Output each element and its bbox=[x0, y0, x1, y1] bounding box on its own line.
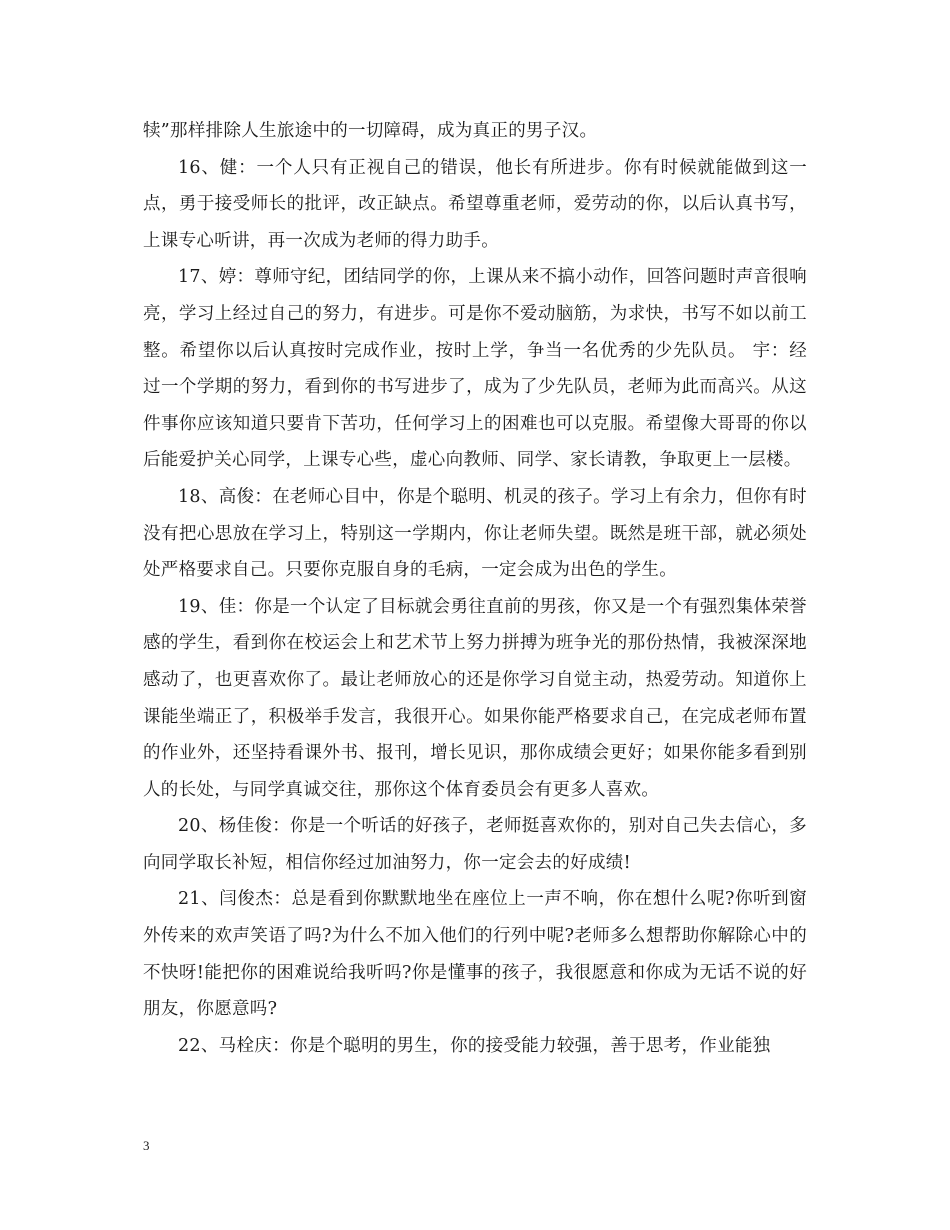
page-number: 3 bbox=[143, 1138, 150, 1153]
paragraph-comment-17: 17、婷：尊师守纪，团结同学的你，上课从来不搞小动作，回答问题时声音很响亮，学习上经过自己的努力，有进步。可是你不爱动脑筋，为求快，书写不如以前工整。希望你以后认真按时完成作业，按时上学，争当一名优秀的少先队员。 宇：经过一个学期的努力，看到你的书写进步了，成为了少先队员，老师为此而高兴。从这件事你应该知道只要肯下苦功，任何学习上的困难也可以克服。希望像大哥哥的你以后能爱护关心同学，上课专心些，虚心向教师、同学、家长请教，争取更上一层楼。 bbox=[143, 267, 807, 471]
paragraph-comment-20: 20、杨佳俊：你是一个听话的好孩子，老师挺喜欢你的，别对自己失去信心，多向同学取长补短，相信你经过加油努力，你一定会去的好成绩! bbox=[143, 816, 807, 873]
paragraph-comment-16: 16、健：一个人只有正视自己的错误，他长有所进步。你有时候就能做到这一点，勇于接受师长的批评，改正缺点。希望尊重老师，爱劳动的你，以后认真书写，上课专心听讲，再一次成为老师的得力助手。 bbox=[143, 157, 807, 251]
paragraph-continuation: 犊”那样排除人生旅途中的一切障碍，成为真正的男子汉。 bbox=[143, 121, 598, 141]
document-body bbox=[143, 113, 807, 1064]
paragraph-comment-22: 22、马栓庆：你是个聪明的男生，你的接受能力较强，善于思考，作业能独 bbox=[178, 1035, 771, 1056]
paragraph-comment-18: 18、高俊：在老师心目中，你是个聪明、机灵的孩子。学习上有余力，但你有时没有把心思放在学习上，特别这一学期内，你让老师失望。既然是班干部，就必须处处严格要求自己。只要你克服自身的毛病，一定会成为出色的学生。 bbox=[143, 486, 807, 581]
paragraph-comment-21: 21、闫俊杰：总是看到你默默地坐在座位上一声不响，你在想什么呢?你听到窗外传来的欢声笑语了吗?为什么不加入他们的行列中呢?老师多么想帮助你解除心中的不快呀!能把你的困难说给我听吗?你是懂事的孩子，我很愿意和你成为无话不说的好朋友，你愿意吗? bbox=[143, 889, 807, 1020]
paragraph-comment-19: 19、佳：你是一个认定了目标就会勇往直前的男孩，你又是一个有强烈集体荣誉感的学生，看到你在校运会上和艺术节上努力拼搏为班争光的那份热情，我被深深地感动了，也更喜欢你了。最让老师放心的还是你学习自觉主动，热爱劳动。知道你上课能坐端正了，积极举手发言，我很开心。如果你能严格要求自己，在完成老师布置的作业外，还坚持看课外书、报刊，增长见识，那你成绩会更好；如果你能多看到别人的长处，与同学真诚交往，那你这个体育委员会有更多人喜欢。 bbox=[143, 596, 807, 800]
